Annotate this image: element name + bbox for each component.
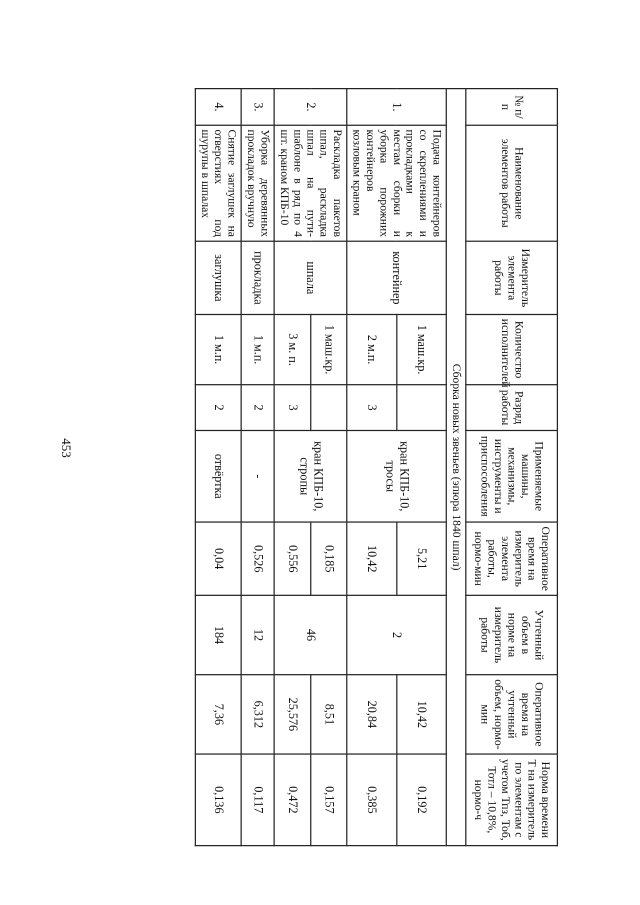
- row-total: 25,576: [274, 675, 310, 754]
- section-title: Сборка новых звеньев (эпюра 1840 шпал): [446, 89, 465, 846]
- row-norm: 0,472: [274, 754, 310, 846]
- row-workers: 3 м. п.: [274, 314, 310, 384]
- row-grade: 2: [241, 385, 274, 431]
- row-name: Уборка деревянных прокладок вручную: [241, 125, 274, 241]
- rotated-table-container: [198, 88, 558, 845]
- row-machines: кран КПБ-10, стропы: [274, 430, 347, 522]
- row-op-time: 0,526: [241, 522, 274, 595]
- row-num: 2.: [274, 89, 347, 126]
- row-grade: 2: [195, 385, 241, 431]
- row-grade: [311, 385, 347, 431]
- header-volume: Учтенный объем в норме на измеритель работы: [466, 595, 558, 674]
- row-total: 7,36: [195, 675, 241, 754]
- row-grade: 3: [274, 385, 310, 431]
- header-grade: Разряд работы: [466, 385, 558, 431]
- row-num: 3.: [241, 89, 274, 126]
- table-row: [241, 89, 274, 846]
- table-row: [311, 89, 347, 846]
- row-op-time: 0,556: [274, 522, 310, 595]
- row-volume: 12: [241, 595, 274, 674]
- row-machines: отвёртка: [195, 430, 241, 522]
- row-machines: кран КПБ-10, тросы: [347, 430, 446, 522]
- row-grade: 3: [347, 385, 397, 431]
- header-norm: Норма времени Т на измеритель по элементам с учетом Тпз, Тоб, Тотл – 10,8%, нормо-ч: [466, 754, 558, 846]
- row-norm: 0,385: [347, 754, 397, 846]
- row-norm: 0,136: [195, 754, 241, 846]
- header-name: Наименование элементов работы: [466, 125, 558, 241]
- row-workers: 1 м.п.: [241, 314, 274, 384]
- row-name: Подача контейнеров со скреплениями и прокладками к местам сборки и уборка порожних контейнеров козловым краном: [347, 125, 446, 241]
- row-workers: 1 маш.кр.: [311, 314, 347, 384]
- row-norm: 0,157: [311, 754, 347, 846]
- row-name: Снятие заглушек на отверстиях под шурупы в шпалах: [195, 125, 241, 241]
- header-machines: Применяемые машины, механизмы, инструменты и приспособления: [466, 430, 558, 522]
- row-total: 20,84: [347, 675, 397, 754]
- row-op-time: 0,185: [311, 522, 347, 595]
- row-volume: 184: [195, 595, 241, 674]
- row-op-time: 0,04: [195, 522, 241, 595]
- row-total: 10,42: [397, 675, 447, 754]
- row-workers: 1 м.п.: [195, 314, 241, 384]
- row-volume: 46: [274, 595, 347, 674]
- row-norm: 0,117: [241, 754, 274, 846]
- row-norm: 0,192: [397, 754, 447, 846]
- table-row: [195, 89, 241, 846]
- norms-table: [195, 88, 558, 846]
- row-total: 8,51: [311, 675, 347, 754]
- row-workers: 1 маш.кр.: [397, 314, 447, 384]
- table-row: [397, 89, 447, 846]
- row-meter: шпала: [274, 241, 347, 314]
- row-op-time: 10,42: [347, 522, 397, 595]
- row-num: 1.: [347, 89, 446, 126]
- row-op-time: 5,21: [397, 522, 447, 595]
- row-grade: [397, 385, 447, 431]
- row-num: 4.: [195, 89, 241, 126]
- header-meter: Измеритель элемента работы: [466, 241, 558, 314]
- section-row: [446, 89, 465, 846]
- header-op-time-total: Оперативное время на учтенный объем, нормо-мин: [466, 675, 558, 754]
- row-meter: контейнер: [347, 241, 446, 314]
- row-total: 6,312: [241, 675, 274, 754]
- header-workers: Количество исполнителей: [466, 314, 558, 384]
- header-num: № п/п: [466, 89, 558, 126]
- header-op-time-elem: Оперативное время на измеритель элемента работы, нормо-мин: [466, 522, 558, 595]
- row-meter: прокладка: [241, 241, 274, 314]
- page-number: 453: [59, 438, 74, 458]
- row-name: Раскладка пакетов шпал, раскладка шпал на пути-шаблоне в ряд по 4 шт. краном КПБ-10: [274, 125, 347, 241]
- row-machines: -: [241, 430, 274, 522]
- row-volume: 2: [347, 595, 446, 674]
- header-row: [466, 89, 558, 846]
- row-workers: 2 м.п.: [347, 314, 397, 384]
- row-meter: заглушка: [195, 241, 241, 314]
